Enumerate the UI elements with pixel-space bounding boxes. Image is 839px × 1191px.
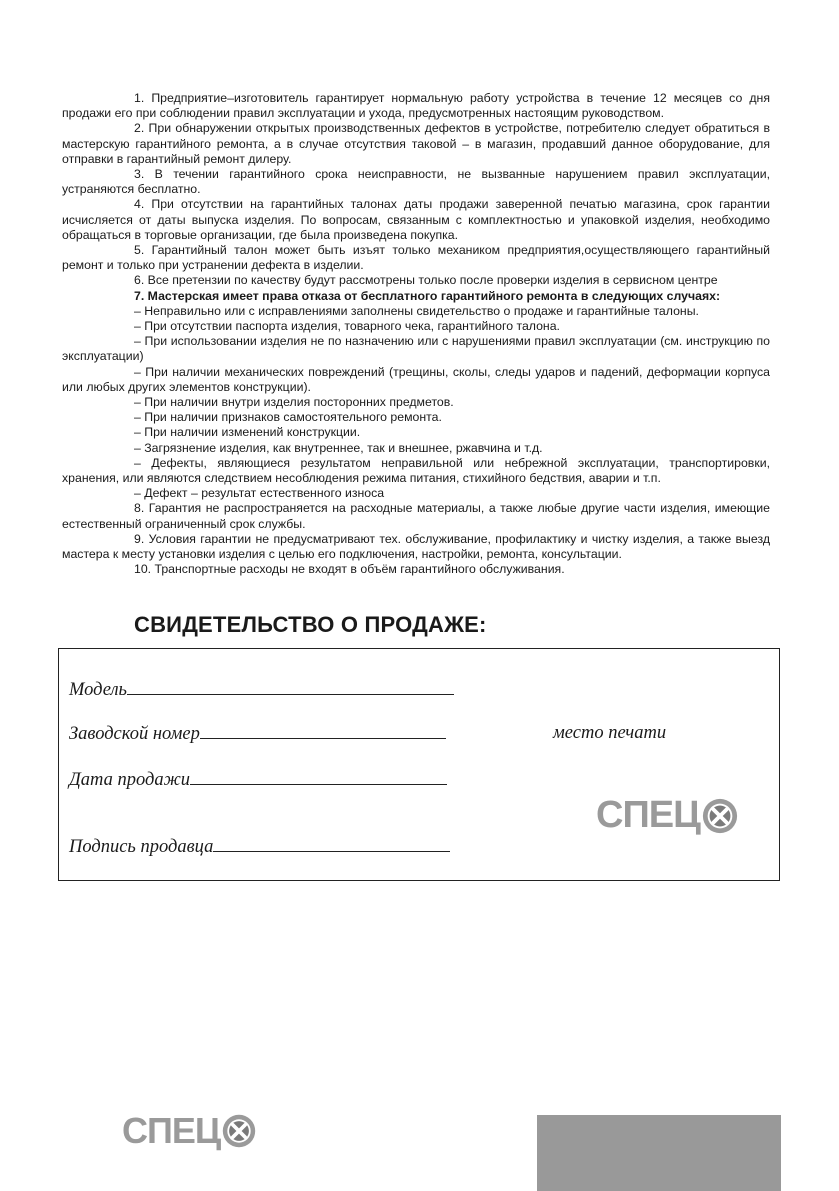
warranty-term: 10. Транспортные расходы не входят в объём гарантийного обслуживания.	[134, 562, 565, 577]
warranty-term: 7. Мастерская имеет права отказа от бесплатного гарантийного ремонта в следующих случаях:	[134, 288, 721, 303]
warranty-term: 8. Гарантия не распространяется на расходные материалы, а также любые другие части изделия, имеющие естественный ограниченный срок службы.	[62, 501, 770, 531]
sale-certificate-box	[58, 648, 780, 881]
sale-date-line	[190, 783, 447, 785]
warranty-term: – Дефект – результат естественного износа	[134, 486, 385, 501]
footer-brand-logo	[122, 1110, 257, 1152]
serial-number-line	[200, 737, 446, 739]
logo-text: СПЕЦ	[596, 794, 700, 836]
model-label: Модель	[69, 680, 127, 700]
warranty-term: 9. Условия гарантии не предусматривают тех. обслуживание, профилактику и чистку изделия, а также выезд мастера к месту установки изделия с целью его подключения, настройки, ремонта, консультации.	[62, 531, 770, 562]
warranty-term: 2. При обнаружении открытых производственных дефектов в устройстве, потребителю следует обратиться в мастерскую гарантийного ремонта, а в случае отсутствия таковой – в магазин, продавший данное оборудование, для отправки в гарантийный ремонт дилеру.	[62, 121, 770, 166]
warranty-term: – При наличии изменений конструкции.	[134, 425, 361, 440]
footer-logo-text: СПЕЦ	[122, 1110, 221, 1151]
sale-certificate-title: СВИДЕТЕЛЬСТВО О ПРОДАЖЕ:	[134, 612, 487, 637]
seller-signature-field	[69, 837, 450, 858]
seller-signature-line	[213, 850, 450, 852]
warranty-term: 6. Все претензии по качеству будут рассмотрены только после проверки изделия в сервисном центре	[134, 273, 718, 288]
seller-signature-label: Подпись продавца	[69, 837, 214, 857]
warranty-term: – При использовании изделия не по назначению или с нарушениями правил эксплуатации (см. инструкцию по эксплуатации)	[62, 334, 770, 364]
serial-number-field	[69, 724, 446, 745]
warranty-terms	[62, 91, 770, 578]
sale-date-label: Дата продажи	[69, 770, 191, 790]
warranty-term: – При отсутствии паспорта изделия, товарного чека, гарантийного талона.	[134, 319, 560, 334]
warranty-term: 5. Гарантийный талон может быть изъят только механиком предприятия,осуществляющего гарантийный ремонт и только при устранении дефекта в изделии.	[62, 243, 770, 273]
warranty-term: – При наличии внутри изделия посторонних предметов.	[134, 395, 454, 410]
tools-badge-icon	[701, 797, 739, 835]
warranty-term: – Неправильно или с исправлениями заполнены свидетельство о продаже и гарантийные талоны.	[134, 303, 699, 318]
warranty-term: – При наличии признаков самостоятельного ремонта.	[134, 410, 442, 425]
sale-date-field	[69, 770, 447, 791]
warranty-term: – При наличии механических повреждений (трещины, сколы, следы ударов и падений, деформации корпуса или любых других элементов конструкции).	[62, 364, 770, 394]
model-line	[127, 693, 454, 695]
model-field	[69, 680, 454, 701]
warranty-term: 4. При отсутствии на гарантийных талонах даты продажи заверенной печатью магазина, срок гарантии исчисляется от даты выпуска изделия. По вопросам, связанным с комплектностью и упаковкой изделия, необходимо обращаться в торговые организации, где была произведена покупка.	[62, 197, 770, 242]
warranty-term: – Дефекты, являющиеся результатом неправильной или небрежной эксплуатации, транспортировки, хранения, или являются следствием несоблюдения режима питания, стихийного бедствия, аварии и т.п.	[62, 455, 770, 486]
stamp-place-label: место печати	[553, 723, 667, 743]
footer-tools-badge-icon	[221, 1113, 257, 1149]
footer-gray-block	[537, 1115, 781, 1191]
serial-number-label: Заводской номер	[69, 724, 200, 744]
warranty-term: 3. В течении гарантийного срока неисправности, не вызванные нарушением правил эксплуатации, устраняются бесплатно.	[62, 167, 770, 197]
warranty-term: 1. Предприятие–изготовитель гарантирует нормальную работу устройства в течение 12 месяцев со дня продажи его при соблюдении правил эксплуатации и ухода, предусмотренных настоящим руководством.	[62, 91, 770, 121]
warranty-term: – Загрязнение изделия, как внутреннее, так и внешнее, ржавчина и т.д.	[134, 440, 543, 455]
brand-logo	[596, 794, 739, 837]
